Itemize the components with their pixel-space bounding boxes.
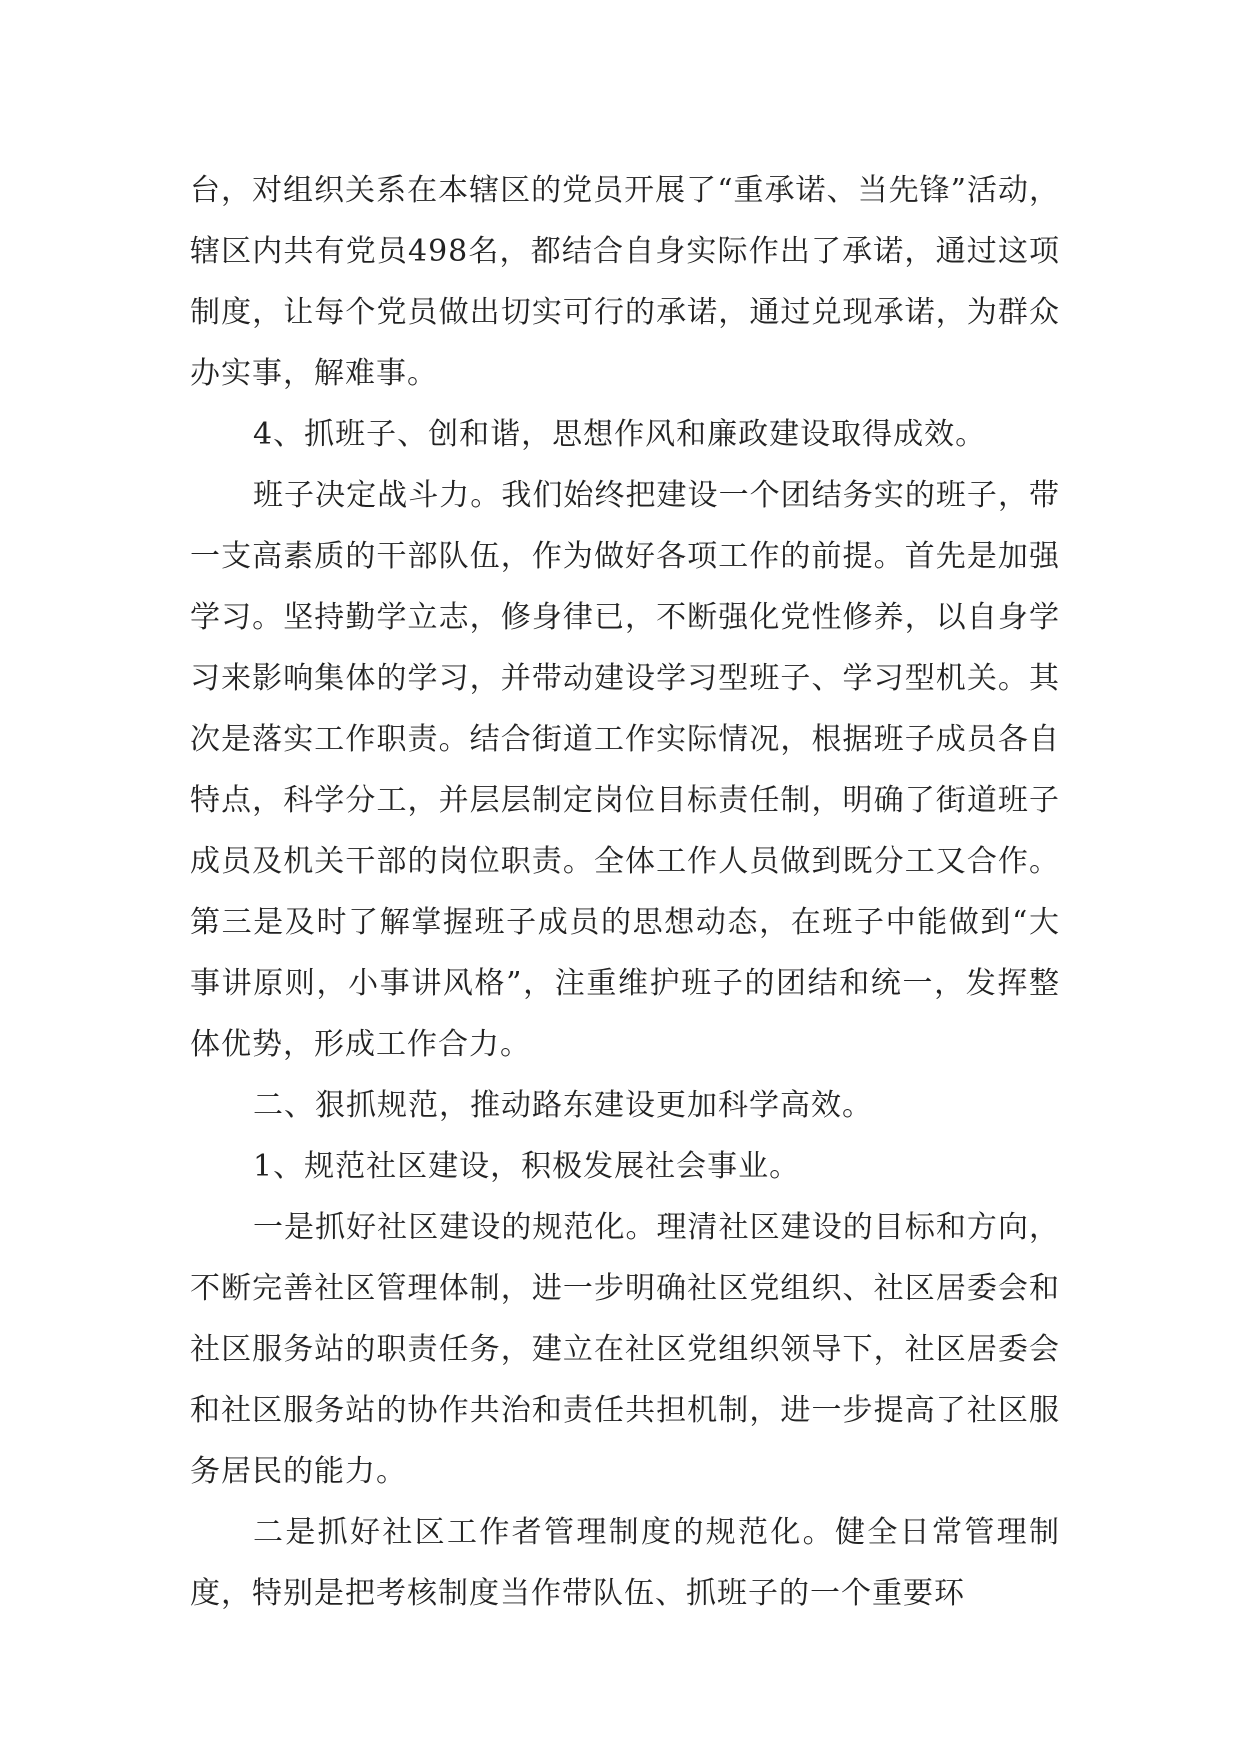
heading-team-building: 4、抓班子、创和谐，思想作风和廉政建设取得成效。 bbox=[253, 417, 987, 452]
paragraph-party-members-commitment: 台，对组织关系在本辖区的党员开展了“重承诺、当先锋”活动，辖区内共有党员498名，都结合自身实际作出了承诺，通过这项制度，让每个党员做出切实可行的承诺，通过兑现承诺，为群众办实事，解难事。 bbox=[190, 173, 1060, 391]
heading-standardization: 二、狠抓规范，推动路东建设更加科学高效。 bbox=[253, 1088, 873, 1123]
paragraph-community-worker-management: 二是抓好社区工作者管理制度的规范化。健全日常管理制度，特别是把考核制度当作带队伍、抓班子的一个重要环 bbox=[190, 1515, 1060, 1611]
heading-community-construction: 1、规范社区建设，积极发展社会事业。 bbox=[253, 1149, 801, 1184]
paragraph-team-combat-strength: 班子决定战斗力。我们始终把建设一个团结务实的班子，带一支高素质的干部队伍，作为做好各项工作的前提。首先是加强学习。坚持勤学立志，修身律已，不断强化党性修养，以自身学习来影响集体的学习，并带动建设学习型班子、学习型机关。其次是落实工作职责。结合街道工作实际情况，根据班子成员各自特点，科学分工，并层层制定岗位目标责任制，明确了街道班子成员及机关干部的岗位职责。全体工作人员做到既分工又合作。第三是及时了解掌握班子成员的思想动态，在班子中能做到“大事讲原则，小事讲风格”，注重维护班子的团结和统一，发挥整体优势，形成工作合力。 bbox=[190, 478, 1060, 1062]
paragraph-community-standardization: 一是抓好社区建设的规范化。理清社区建设的目标和方向，不断完善社区管理体制，进一步明确社区党组织、社区居委会和社区服务站的职责任务，建立在社区党组织领导下，社区居委会和社区服务站的协作共治和责任共担机制，进一步提高了社区服务居民的能力。 bbox=[190, 1210, 1060, 1489]
document-body bbox=[190, 160, 1060, 1624]
